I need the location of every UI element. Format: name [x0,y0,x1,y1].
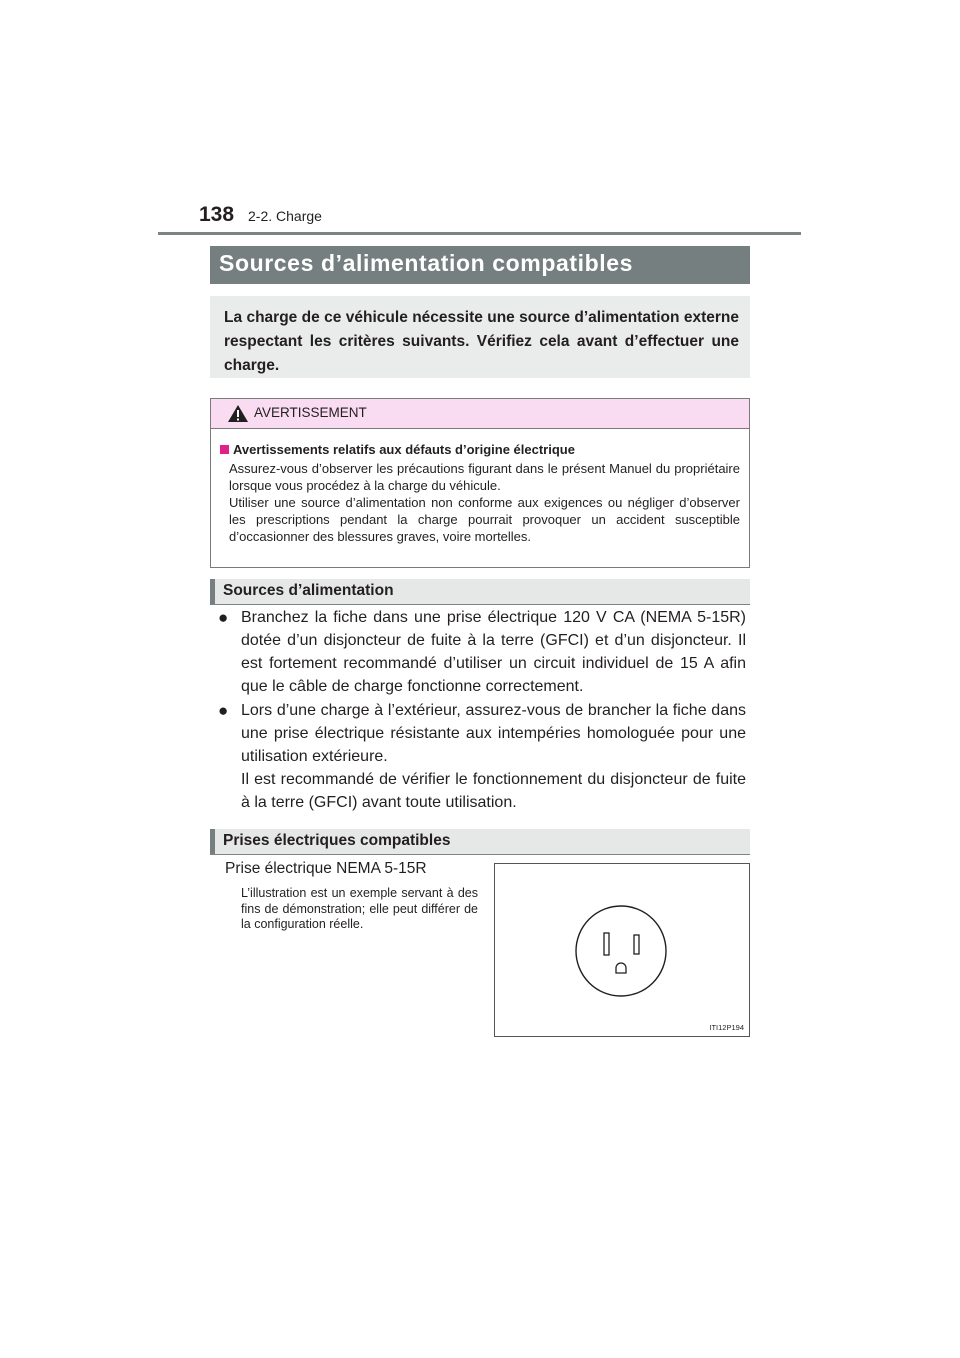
sources-heading: Sources d’alimentation [223,582,394,599]
warning-triangle-icon [227,404,249,423]
list-item [216,699,746,814]
outlets-heading: Prises électriques compatibles [223,832,451,849]
header-rule [158,232,801,235]
warning-paragraph: Utiliser une source d’alimentation non conforme aux exigences ou négliger d’observer les prescriptions pendant la charge pourrait provoquer un accident susceptible d’occasionner des blessures graves, voire mortelles. [229,495,740,544]
warning-label: AVERTISSEMENT [254,405,367,420]
intro-box [210,296,750,378]
list-item-text: Lors d’une charge à l’extérieur, assurez-vous de brancher la fiche dans une prise électrique résistante aux intempéries homologuée pour une utilisation extérieure. [241,702,746,765]
nema-outlet-icon [495,864,749,1036]
page-title: Sources d’alimentation compatibles [219,250,634,276]
square-bullet-icon [220,445,229,454]
figure-caption: L’illustration est un exemple servant à des fins de démonstration; elle peut différer de la configuration réelle. [241,886,478,931]
warning-header [211,399,749,429]
bullet-dot-icon: ● [218,701,229,720]
intro-text: La charge de ce véhicule nécessite une source d’alimentation externe respectant les critères suivants. Vérifiez cela avant d’effectuer une charge. [224,309,739,374]
page-title-bar [210,246,750,284]
warning-body [211,429,749,545]
outlets-heading-bar [210,829,750,855]
sources-list [216,606,746,815]
warning-subtitle: Avertissements relatifs aux défauts d’origine électrique [233,442,575,457]
warning-box [210,398,750,568]
list-item [216,606,746,698]
bullet-dot-icon: ● [218,608,229,627]
warning-subtitle-row [220,442,740,457]
figure-code: ITI12P194 [709,1023,744,1032]
section-breadcrumb: 2-2. Charge [248,208,322,224]
page-number: 138 [199,203,235,226]
outlet-illustration [494,863,750,1037]
warning-paragraph: Assurez-vous d’observer les précautions figurant dans le présent Manuel du propriétaire lorsque vous procédez à la charge du véhicule. [229,461,740,493]
sources-heading-bar [210,579,750,605]
outlet-label: Prise électrique NEMA 5-15R [225,860,427,877]
list-item-text: Branchez la fiche dans une prise électrique 120 V CA (NEMA 5-15R) dotée d’un disjoncteur de fuite à la terre (GFCI) et d’un disjoncteur. Il est fortement recommandé d’utiliser un circuit individuel de 15 A afin que le câble de charge fonctionne correctement. [241,609,746,695]
list-item-text: Il est recommandé de vérifier le fonctionnement du disjoncteur de fuite à la terre (GFCI) avant toute utilisation. [241,771,746,811]
